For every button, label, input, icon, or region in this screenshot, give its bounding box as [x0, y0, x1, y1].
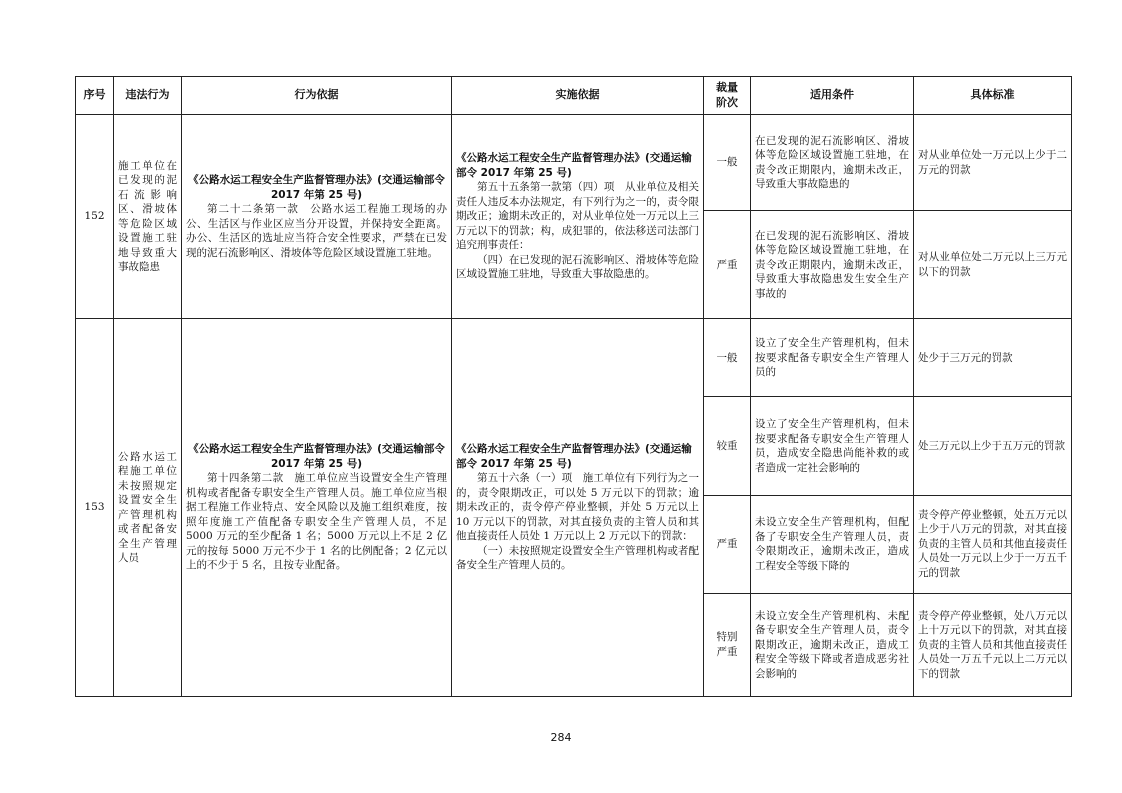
- impl-paragraph: 第五十六条（一）项 施工单位有下列行为之一的，责令限期改正，可以处 5 万元以下的罚款；逾期未改正的，责令停产停业整顿，并处 5 万元以上 10 万元以下的罚款，对其直接负责的主管人员和其他直接责任人员处 1 万元以上 2 万元以下的罚款：: [456, 472, 699, 543]
- standard-cell: 责令停产停业整顿，处五万元以上少于八万元的罚款，对其直接负责的主管人员和其他直接责任人员处一万元以上少于一万五千元的罚款: [914, 495, 1072, 593]
- standard-cell: 处少于三万元的罚款: [914, 319, 1072, 397]
- standard-cell: 对从业单位处二万元以上三万元以下的罚款: [914, 211, 1072, 319]
- basis-cell: [182, 319, 452, 697]
- condition-cell: 在已发现的泥石流影响区、滑坡体等危险区域设置施工驻地，在责令改正期限内，逾期未改正，导致重大事故隐患的: [751, 115, 914, 211]
- condition-cell: 设立了安全生产管理机构，但未按要求配备专职安全生产管理人员，造成安全隐患尚能补救的或者造成一定社会影响的: [751, 397, 914, 495]
- regulation-table: [75, 76, 1072, 697]
- impl-title: 《公路水运工程安全生产监督管理办法》(交通运输部令 2017 年第 25 号): [456, 443, 692, 470]
- header-violation: 违法行为: [114, 77, 182, 115]
- standard-cell: 处三万元以上少于五万元的罚款: [914, 397, 1072, 495]
- header-condition: 适用条件: [751, 77, 914, 115]
- header-level: 裁量阶次: [704, 77, 751, 115]
- header-basis: 行为依据: [182, 77, 452, 115]
- level-cell: 严重: [704, 495, 751, 593]
- condition-cell: 在已发现的泥石流影响区、滑坡体等危险区域设置施工驻地，在责令改正期限内，逾期未改正，导致重大事故隐患发生安全生产事故的: [751, 211, 914, 319]
- table-row: [76, 115, 1072, 211]
- level-cell: 特别严重: [704, 593, 751, 696]
- basis-cell: [182, 115, 452, 319]
- condition-cell: 设立了安全生产管理机构，但未按要求配备专职安全生产管理人员的: [751, 319, 914, 397]
- row-number: 152: [76, 115, 114, 319]
- level-cell: 较重: [704, 397, 751, 495]
- header-standard: 具体标准: [914, 77, 1072, 115]
- table-row: [76, 319, 1072, 397]
- basis-paragraph: 第十四条第二款 施工单位应当设置安全生产管理机构或者配备专职安全生产管理人员。施工单位应当根据工程施工作业特点、安全风险以及施工组织难度，按照年度施工产值配备专职安全生产管理人员，不足 5000 万元的至少配备 1 名；5000 万元以上不足 2 亿元的按每 5000 万元不少于 1 名的比例配备；2 亿元以上的不少于 5 名，且按专业配备。: [186, 472, 447, 572]
- row-number: 153: [76, 319, 114, 697]
- basis-title: 《公路水运工程安全生产监督管理办法》(交通运输部令 2017 年第 25 号): [188, 174, 445, 201]
- impl-paragraph: （一）未按照规定设置安全生产管理机构或者配备安全生产管理人员的。: [456, 544, 699, 572]
- basis-paragraph: 第二十二条第一款 公路水运工程施工现场的办公、生活区与作业区应当分开设置，并保持安全距离。办公、生活区的选址应当符合安全性要求，严禁在已发现的泥石流影响区、滑坡体等危险区域设置施工驻地。: [186, 203, 447, 259]
- header-no: 序号: [76, 77, 114, 115]
- violation-text: 公路水运工程施工单位未按照规定设置安全生产管理机构或者配备安全生产管理人员: [114, 319, 182, 697]
- standard-cell: 责令停产停业整顿，处八万元以上十万元以下的罚款，对其直接负责的主管人员和其他直接责任人员处一万五千元以上二万元以下的罚款: [914, 593, 1072, 696]
- standard-cell: 对从业单位处一万元以上少于二万元的罚款: [914, 115, 1072, 211]
- impl-paragraph: 第五十五条第一款第（四）项 从业单位及相关责任人违反本办法规定，有下列行为之一的，责令限期改正；逾期未改正的，对从业单位处一万元以上三万元以下的罚款；构，成犯罪的，依法移送司法部门追究刑事责任：: [456, 181, 699, 252]
- impl-cell: [452, 115, 704, 319]
- level-cell: 一般: [704, 115, 751, 211]
- impl-paragraph: （四）在已发现的泥石流影响区、滑坡体等危险区域设置施工驻地，导致重大事故隐患的。: [456, 253, 699, 281]
- impl-title: 《公路水运工程安全生产监督管理办法》(交通运输部令 2017 年第 25 号): [456, 152, 692, 179]
- level-cell: 一般: [704, 319, 751, 397]
- basis-title: 《公路水运工程安全生产监督管理办法》(交通运输部令 2017 年第 25 号): [188, 443, 445, 470]
- condition-cell: 未设立安全生产管理机构，但配备了专职安全生产管理人员，责令限期改正，逾期未改正，造成工程安全等级下降的: [751, 495, 914, 593]
- header-row: [76, 77, 1072, 115]
- page-number: 284: [550, 731, 572, 744]
- violation-text: 施工单位在已发现的泥石流影响区、滑坡体等危险区域设置施工驻地导致重大事故隐患: [114, 115, 182, 319]
- condition-cell: 未设立安全生产管理机构、未配备专职安全生产管理人员，责令限期改正，逾期未改正，造成工程安全等级下降或者造成恶劣社会影响的: [751, 593, 914, 696]
- impl-cell: [452, 319, 704, 697]
- level-cell: 严重: [704, 211, 751, 319]
- header-impl: 实施依据: [452, 77, 704, 115]
